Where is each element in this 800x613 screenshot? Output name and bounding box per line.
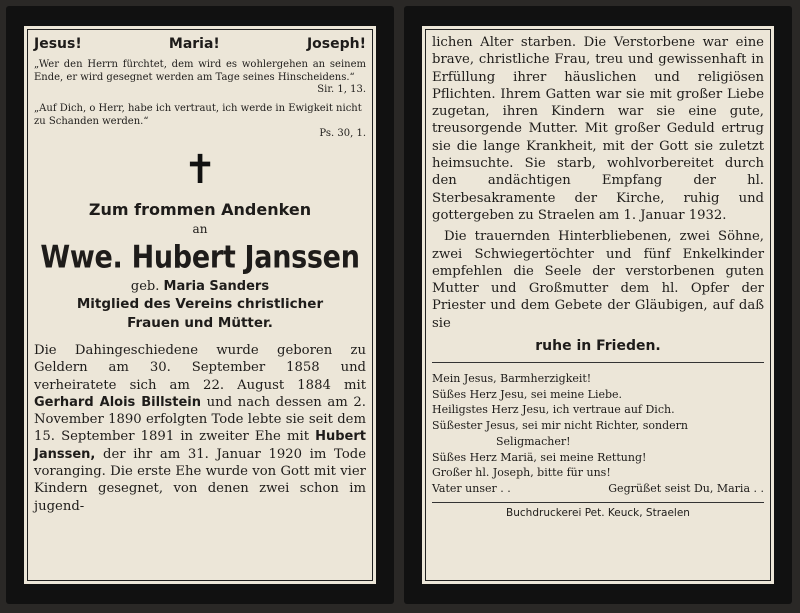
body-text-segment: Die Dahingeschiedene wurde geboren zu Geldern am 30. September 1858 und verheiratete sich am 22. August 1884 mit [34, 343, 366, 393]
maiden-name: Maria Sanders [163, 279, 270, 294]
deceased-name: Wwe. Hubert Janssen [40, 239, 360, 276]
prayer-list [432, 371, 764, 497]
holy-names [34, 36, 366, 52]
biography-continued: lichen Alter starben. Die Verstorbene war eine brave, christliche Frau, treu und gewissenhaft in Erfüllung ihrer häuslichen und religiösen Pflichten. Ihrem Gatten war sie mit großer Liebe zugetan, ihren Kindern war sie eine gute, treusorgende Mutter. Mit großer Geduld ertrug sie die lange Krankheit, mit der Gott sie zuletzt heimsuchte. Sie starb, wohlvorbereitet durch den andächtigen Empfang der hl. Sterbesakramente der Kirche, ruhig und gottergeben zu Straelen am 1. Januar 1932. [432, 35, 764, 223]
membership-line-2: Frauen und Mütter. [127, 315, 273, 331]
scripture-quote-2-text: „Auf Dich, o Herr, habe ich vertraut, ich werde in Ewigkeit nicht zu Schanden werden.“ [34, 103, 362, 127]
body-text-segment: und nach dessen am 2. November 1890 erfolgten Tode lebte sie seit dem 15. September 1891 in zweiter Ehe mit [34, 394, 367, 445]
card-left-page [6, 6, 394, 604]
prayer-line: Süßes Herz Mariä, sei meine Rettung! [432, 450, 647, 464]
an-word: an [192, 222, 208, 236]
scripture-quote-1: „Wer den Herrn fürchtet, dem wird es wohlergehen an seinem Ende, er wird gesegnet werden am Tage seines Hinscheidens.“ [34, 59, 366, 83]
printer-credit: Buchdruckerei Pet. Keuck, Straelen [506, 506, 690, 519]
prayer-line: Seligmacher! [496, 434, 571, 448]
prayer-line: Süßes Herz Jesu, sei meine Liebe. [432, 387, 623, 401]
scripture-ref-1: Sir. 1, 13. [317, 84, 366, 95]
name-jesus: Jesus! [34, 36, 82, 52]
divider-bottom [432, 502, 764, 503]
scripture-ref-2: Ps. 30, 1. [319, 128, 366, 139]
biography-text [34, 342, 366, 515]
scripture-quote-2 [34, 102, 366, 140]
hail-mary: Gegrüßet seist Du, Maria . . [608, 481, 764, 495]
cross-icon: ✝ [183, 147, 217, 193]
our-father: Vater unser . . [432, 481, 511, 495]
name-joseph: Joseph! [306, 36, 366, 52]
name-maria: Maria! [168, 36, 220, 52]
card-right-page [404, 6, 792, 604]
bold-name: Hubert Janssen, [34, 429, 366, 462]
body-text-segment: der ihr am 31. Januar 1920 im Tode voranging. Die erste Ehe wurde von Gott mit vier Kindern gesegnet, von denen zwei schon im jugend- [34, 446, 366, 514]
right-page-paper [420, 24, 776, 586]
prayer-line: Heiligstes Herz Jesu, ich vertraue auf Dich. [432, 403, 675, 417]
membership-line-1: Mitglied des Vereins christlicher [76, 296, 324, 312]
prayer-last-line [432, 481, 764, 497]
prayer-line: Großer hl. Joseph, bitte für uns! [432, 466, 611, 480]
maiden-name-line [34, 279, 366, 294]
prayer-line: Süßester Jesus, sei mir nicht Richter, sondern [432, 419, 688, 433]
memory-heading: Zum frommen Andenken [88, 200, 312, 219]
left-page-paper [22, 24, 378, 586]
rest-in-peace: ruhe in Frieden. [535, 338, 661, 355]
bold-name: Gerhard Alois Billstein [34, 394, 202, 410]
divider-top [432, 362, 764, 363]
mourners-paragraph: Die trauernden Hinterbliebenen, zwei Söhne, zwei Schwiegertöchter und fünf Enkelkinder empfehlen die Seele der verstorbenen guten Mutter und Großmutter dem hl. Opfer der Priester und dem Gebete der Gläubigen, auf daß sie [432, 229, 764, 331]
born-prefix: geb. [130, 279, 160, 294]
prayer-line: Mein Jesus, Barmherzigkeit! [432, 372, 592, 386]
